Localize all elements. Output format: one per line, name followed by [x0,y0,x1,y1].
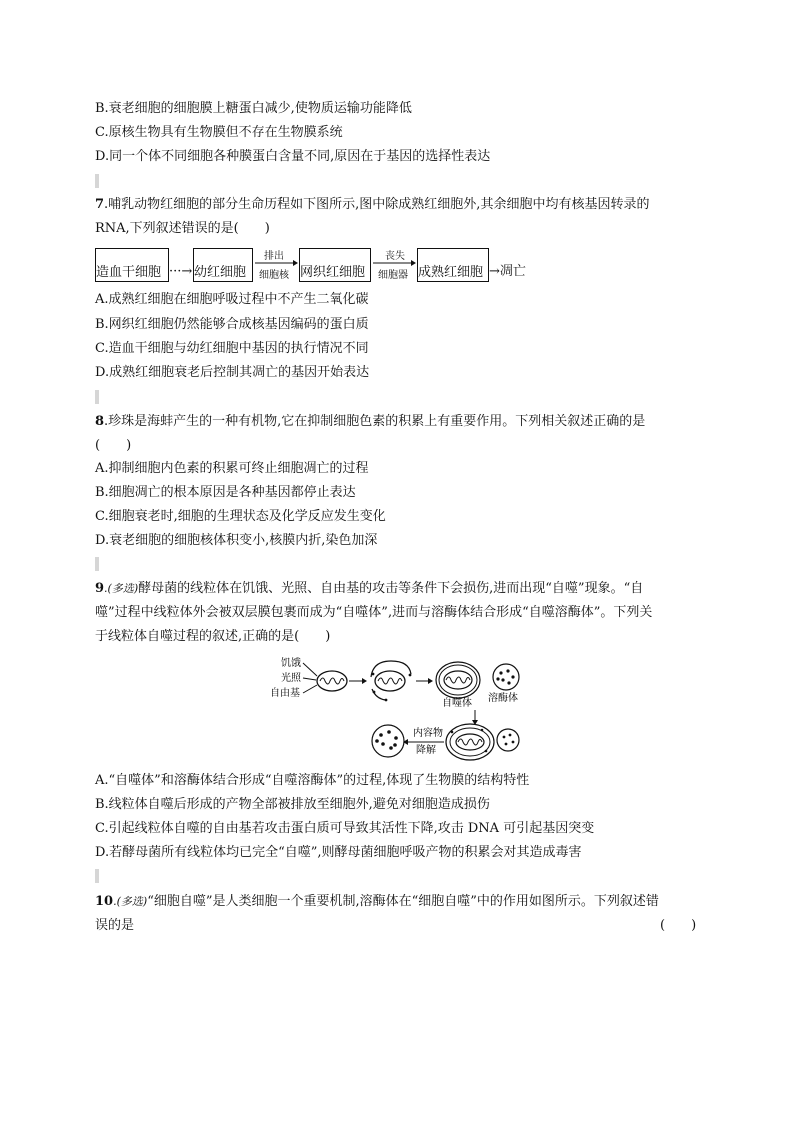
q8-option-c: C.细胞衰老时,细胞的生理状态及化学反应发生变化 [95,509,386,524]
dots-arrow: ···→ [169,264,193,279]
q10-stem-line1: “细胞自噬”是人类细胞一个重要机制,溶酶体在“细胞自噬”中的作用如图所示。下列叙述错 [147,894,659,909]
q8-option-d: D.衰老细胞的细胞核体积变小,核膜内折,染色加深 [95,533,378,548]
q7-option-a: A.成熟红细胞在细胞呼吸过程中不产生二氧化碳 [95,292,369,307]
separator-marker [95,174,99,188]
arrow2-top-label: 丧失 [385,251,405,262]
q6-option-d: D.同一个体不同细胞各种膜蛋白含量不同,原因在于基因的选择性表达 [95,149,491,164]
q10-stem-line2: 误的是 [95,918,135,933]
hsc-box [95,248,169,282]
proerythroblast-label: 幼红细胞 [194,265,247,280]
q8-option-b: B.细胞凋亡的根本原因是各种基因都停止表达 [95,485,356,500]
q7-stem [95,196,649,214]
apoptosis-end: →凋亡 [489,264,526,279]
q9-stem-line1: 酵母菌的线粒体在饥饿、光照、自由基的攻击等条件下会损伤,进而出现“自噬”现象。“自 [138,581,644,596]
light-label: 光照 [281,673,301,684]
q8-stem-line1: .珍珠是海蚌产生的一种有机物,它在抑制细胞色素的积累上有重要作用。下列相关叙述正确的是 [104,414,646,429]
q10-stem [95,893,659,911]
q8-stem-line2: ( ) [95,438,132,453]
mature-rbc-box [417,248,489,282]
arrow1-bottom-label: 细胞核 [259,270,289,281]
content-label-1: 内容物 [413,728,443,739]
q8-number: 8 [95,414,105,429]
q9-tag: .(多选) [104,582,139,595]
reticulocyte-label: 网织红细胞 [300,265,366,280]
lysosome-icon [493,664,519,690]
q9-option-a: A.“自噬体”和溶酶体结合形成“自噬溶酶体”的过程,体现了生物膜的结构特性 [95,773,530,788]
q8-option-a: A.抑制细胞内色素的积累可终止细胞凋亡的过程 [95,461,369,476]
q8-stem [95,413,645,431]
arrow2-icon [371,258,417,268]
hunger-label: 饥饿 [281,658,301,669]
q10-tag: .(多选) [113,895,148,908]
q6-option-c: C.原核生物具有生物膜但不存在生物膜系统 [95,125,343,140]
q7-stem-line2: RNA,下列叙述错误的是( ) [95,221,270,236]
separator-marker [95,557,99,571]
q9-option-d: D.若酵母菌所有线粒体均已完全“自噬”,则酵母菌细胞呼吸产物的积累会对其造成毒害 [95,845,582,860]
q9-stem [95,580,643,598]
q10-number: 10 [95,894,114,909]
reticulocyte-box [299,248,371,282]
q6-option-b: B.衰老细胞的细胞膜上糖蛋白减少,使物质运输功能降低 [95,101,412,116]
mitophagy-figure [270,652,530,764]
q7-stem-line1: .哺乳动物红细胞的部分生命历程如下图所示,图中除成熟红细胞外,其余细胞中均有核基因转录的 [104,197,650,212]
arrow1-top-label: 排出 [264,251,284,262]
separator-marker [95,869,99,883]
arrow2-bottom-label: 细胞器 [378,270,408,281]
q9-stem-line3: 于线粒体自噬过程的叙述,正确的是( ) [95,629,331,644]
q9-option-c: C.引起线粒体自噬的自由基若攻击蛋白质可导致其活性下降,攻击 DNA 可引起基因突变 [95,821,595,836]
q7-number: 7 [95,197,105,212]
q7-option-b: B.网织红细胞仍然能够合成核基因编码的蛋白质 [95,317,369,332]
proerythroblast-box [193,248,253,282]
arrow1-icon [253,258,299,268]
hsc-label: 造血干细胞 [96,265,162,280]
mature-rbc-label: 成熟红细胞 [418,265,484,280]
q7-option-c: C.造血干细胞与幼红细胞中基因的执行情况不同 [95,341,369,356]
content-label-2: 降解 [416,745,436,756]
radical-label: 自由基 [270,688,300,699]
autolysosome-icon [446,724,494,760]
wrapping-membrane-icon [371,661,411,701]
mitochondrion-icon [317,671,347,691]
q10-answer-paren: ( ) [660,918,697,933]
q9-option-b: B.线粒体自噬后形成的产物全部被排放至细胞外,避免对细胞造成损伤 [95,797,490,812]
residual-body-icon [372,725,404,757]
lysosome-small-icon [497,729,519,751]
autophagosome-icon [436,662,480,698]
autophagosome-label: 自噬体 [442,698,472,709]
q9-number: 9 [95,581,105,596]
lysosome-label: 溶酶体 [488,693,518,704]
q9-stem-line2: 噬”过程中线粒体外会被双层膜包裹而成为“自噬体”,进而与溶酶体结合形成“自噬溶酶体”。下列关 [95,605,653,620]
separator-marker [95,390,99,404]
q7-option-d: D.成熟红细胞衰老后控制其凋亡的基因开始表达 [95,365,370,380]
